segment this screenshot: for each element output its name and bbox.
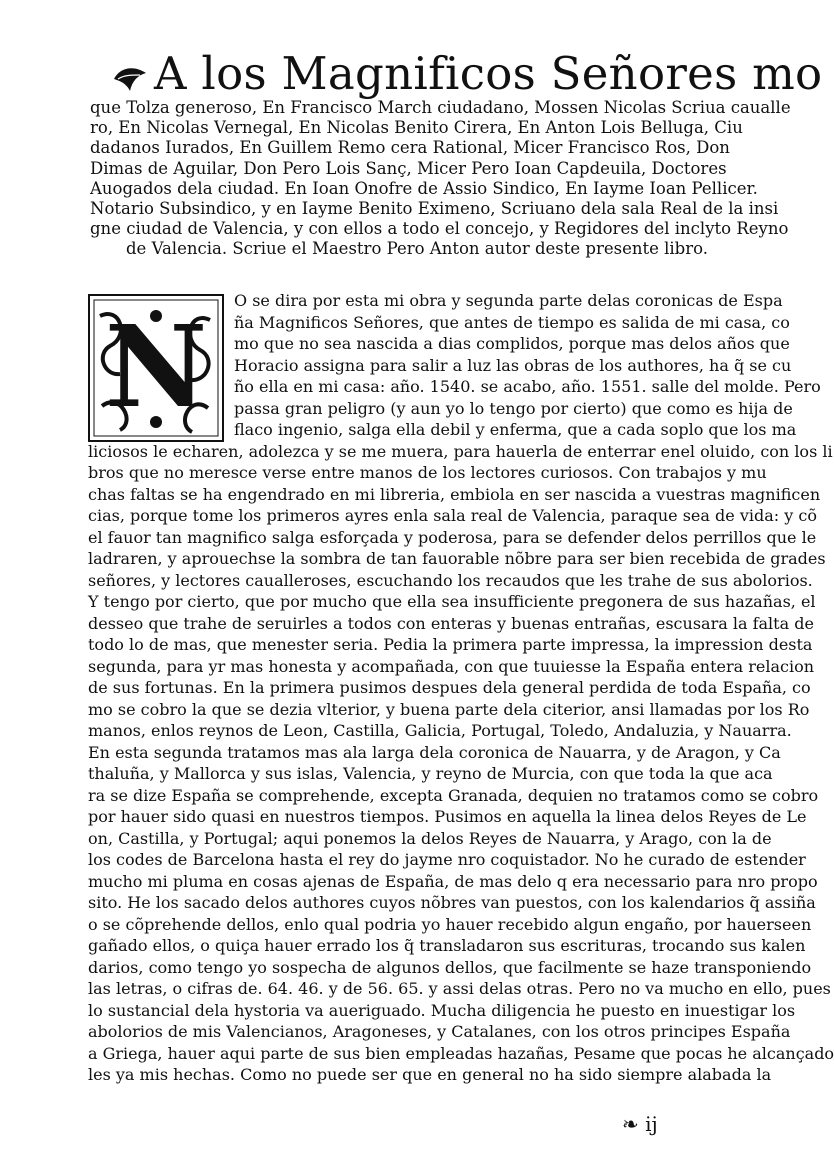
text-line: a Griega, hauer aqui parte de sus bien empleadas hazañas, Pesame que pocas he alcançado xyxy=(88,1043,834,1063)
text-line: liciosos le echaren, adolezca y se me muera, para hauerla de enterrar enel oluido, con los li xyxy=(88,441,833,461)
text-line: thaluña, y Mallorca y sus islas, Valencia, y reyno de Murcia, con que toda la que aca xyxy=(88,764,773,783)
text-line: ño ella en mi casa: año. 1540. se acabo, año. 1551. salle del molde. Pero xyxy=(234,377,821,396)
text-line: mucho mi pluma en cosas ajenas de España, de mas delo q era necessario para nro propo xyxy=(88,871,818,891)
dedication-block xyxy=(90,98,791,260)
text-line: O se dira por esta mi obra y segunda parte delas coronicas de Espa xyxy=(234,291,783,310)
text-line: los codes de Barcelona hasta el rey do jayme nro coquistador. No he curado de estender xyxy=(88,850,806,869)
text-line: Horacio assigna para salir a luz las obras de los authores, ha q̃ se cu xyxy=(234,355,792,375)
decorated-initial xyxy=(88,294,224,442)
text-line: passa gran peligro (y aun yo lo tengo por cierto) que como es hija de xyxy=(234,398,793,418)
heading-text: A los Magnificos Señores mo xyxy=(154,47,823,100)
text-line: manos, enlos reynos de Leon, Castilla, Galicia, Portugal, Toledo, Andaluzia, y Nauarra. xyxy=(88,721,792,740)
text-line: on, Castilla, y Portugal; aqui ponemos la delos Reyes de Nauarra, y Arago, con la de xyxy=(88,828,772,848)
dedication-line: ro, En Nicolas Vernegal, En Nicolas Benito Cirera, En Anton Lois Belluga, Ciu xyxy=(90,118,743,138)
text-line: ña Magnificos Señores, que antes de tiempo es salida de mi casa, co xyxy=(234,312,790,332)
text-line: darios, como tengo yo sospecha de algunos dellos, que facilmente se haze transponiendo xyxy=(88,957,812,977)
text-line: ra se dize España se comprehende, excepta Granada, dequien no tratamos como se cobro xyxy=(88,785,819,805)
text-line: flaco ingenio, salga ella debil y enferma, que a cada soplo que los ma xyxy=(234,420,797,439)
text-line: de sus fortunas. En la primera pusimos despues dela general perdida de toda España, co xyxy=(88,678,811,697)
dedication-line: Notario Subsindico, y en Iayme Benito Eximeno, Scriuano dela sala Real de la insi xyxy=(90,199,779,219)
text-line: desseo que trahe de seruirles a todos con enteras y buenas entrañas, escusara la falta de xyxy=(88,613,814,633)
text-line: bros que no meresce verse entre manos de los lectores curiosos. Con trabajos y mu xyxy=(88,463,767,482)
dedication-line: Auogados dela ciudad. En Ioan Onofre de Assio Sindico, En Iayme Ioan Pellicer. xyxy=(90,178,758,198)
text-line: las letras, o cifras de. 64. 46. y de 56. 65. y assi delas otras. Pero no va mucho en ello, pues xyxy=(88,979,831,998)
dedication-line: dadanos Iurados, En Guillem Remo cera Rational, Micer Francisco Ros, Don xyxy=(90,138,730,158)
dedication-line: de Valencia. Scriue el Maestro Pero Anton autor deste presente libro. xyxy=(126,239,708,259)
text-line: les ya mis hechas. Como no puede ser que en general no ha sido siempre alabada la xyxy=(88,1065,772,1084)
text-line: todo lo de mas, que menester seria. Pedia la primera parte impressa, la impression desta xyxy=(88,635,813,654)
text-line: sito. He los sacado delos authores cuyos nõbres van puestos, con los kalendarios q̃ assiña xyxy=(88,893,816,912)
text-line: mo se cobro la que se dezia vlterior, y buena parte dela citerior, ansi llamadas por los Ro xyxy=(88,699,810,719)
text-line: mo que no sea nascida a dias complidos, porque mas delos años que xyxy=(234,334,790,353)
dedication-line: que Tolza generoso, En Francisco March ciudadano, Mossen Nicolas Scriua caualle xyxy=(90,98,791,117)
dedication-line: gne ciudad de Valencia, y con ellos a todo el concejo, y Regidores del inclyto Reyno xyxy=(90,219,789,239)
text-line: señores, y lectores caualleroses, escuchando los recaudos que les trahe de sus abolorios. xyxy=(88,570,813,590)
initial-letter: N xyxy=(104,302,208,433)
text-line: gañado ellos, o quiça hauer errado los q̃ transladaron sus escrituras, trocando sus kalen xyxy=(88,936,806,955)
body-text xyxy=(88,290,834,1086)
text-line: ladraren, y aprouechse la sombra de tan fauorable nõbre para ser bien recebida de grades xyxy=(88,549,826,568)
text-line: lo sustancial dela hystoria va aueriguado. Mucha diligencia he puesto en inuestigar los xyxy=(88,1000,796,1020)
text-line: abolorios de mis Valencianos, Aragoneses, y Catalanes, con los otros principes España xyxy=(88,1022,791,1041)
dedication-line: Dimas de Aguilar, Don Pero Lois Sanç, Micer Pero Ioan Capdeuila, Doctores xyxy=(90,158,727,178)
text-line: por hauer sido quasi en nuestros tiempos. Pusimos en aquella la linea delos Reyes de Le xyxy=(88,807,807,826)
text-line: En esta segunda tratamos mas ala larga dela coronica de Nauarra, y de Aragon, y Ca xyxy=(88,742,781,762)
text-line: Y tengo por cierto, que por mucho que ella sea insufficiente pregonera de sus hazañas, el xyxy=(88,592,816,611)
text-line: o se cõprehende dellos, enlo qual podria yo hauer recebido algun engaño, por hauerseen xyxy=(88,914,812,934)
text-line: el fauor tan magnifico salga esforçada y poderosa, para se defender delos perrillos que le xyxy=(88,527,817,547)
signature-mark: ❧ ij xyxy=(622,1112,658,1136)
text-line: segunda, para yr mas honesta y acompañada, con que tuuiesse la España entera relacion xyxy=(88,656,815,676)
text-line: cias, porque tome los primeros ayres enla sala real de Valencia, paraque sea de vida: y cõ xyxy=(88,506,817,525)
text-line: chas faltas se ha engendrado en mi libreria, embiola en ser nascida a vuestras magnificen xyxy=(88,484,821,504)
